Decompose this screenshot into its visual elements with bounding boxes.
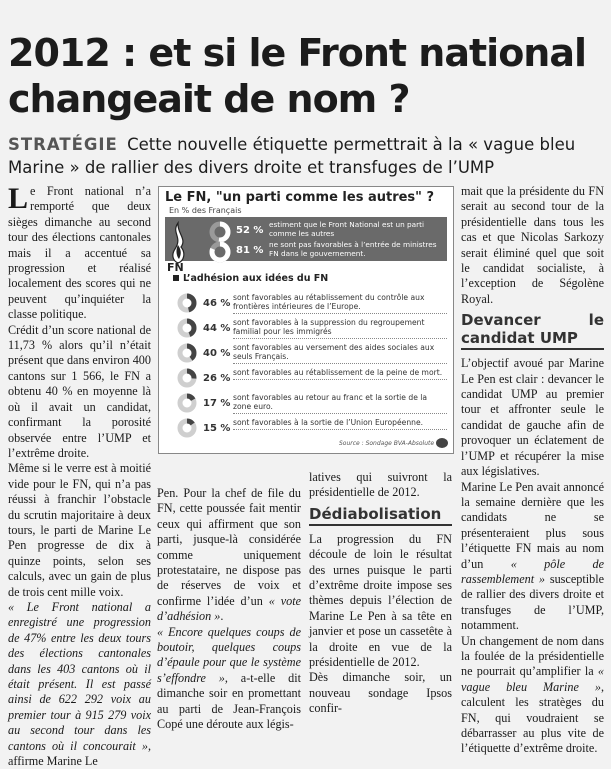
subhead bbox=[8, 133, 608, 179]
adhesion-pct: 44 % bbox=[203, 323, 231, 334]
top-stat-row bbox=[209, 220, 445, 242]
paragraph-9: Dès dimanche soir, un nouveau sondage Ipsos confir- bbox=[309, 670, 452, 716]
adhesion-row bbox=[177, 393, 447, 417]
paragraph-6: « Encore quelques coups de boutoir, quelques coups d’épaule pour que le système s’effondre », a-t-elle dit dimanche soir en promettant au parti de Jean-François Copé une déroute aux légis- bbox=[157, 624, 301, 732]
adhesion-pct: 15 % bbox=[203, 423, 231, 434]
article-column-1 bbox=[8, 184, 151, 769]
paragraph-12: Marine Le Pen avait annoncé la semaine dernière que les candidats ne se présenteraient plus sous l’étiquette FN mais au nom d’un « pôle de rassemblement » susceptible de rallier des divers droite et transfuges de l’UMP, notamment. bbox=[461, 479, 604, 633]
top-stat-row bbox=[209, 240, 445, 262]
paragraph-10: mait que la présidente du FN serait au second tour de la présidentielle dans tous les cas et que Nicolas Sarkozy serait éliminé quel que soit le candidat socialiste, à l’exception de Ségolène Royal. bbox=[461, 184, 604, 306]
paragraph-1: Le Front national n’a remporté que deux sièges dimanche au second tour des élections cantonales mais il a accentué sa progression et réalisé localement des scores qui ne peuvent qu’inquiéter la classe politique. bbox=[8, 182, 151, 322]
top-stat-pct: 81 % bbox=[236, 245, 264, 256]
infographic-source: Source : Sondage BVA-Absolute bbox=[339, 440, 435, 447]
section-title-devancer: Devancer le candidat UMP bbox=[461, 311, 604, 350]
square-bullet-icon bbox=[173, 275, 179, 281]
headline-line2: changeait de nom ? bbox=[8, 77, 410, 121]
article-column-3 bbox=[309, 470, 452, 717]
donut-chart-icon bbox=[177, 393, 197, 413]
drop-cap: L bbox=[8, 182, 29, 215]
headline bbox=[8, 30, 608, 122]
paragraph-7: latives qui suivront la présidentielle de 2012. bbox=[309, 470, 452, 500]
paragraph-4: « Le Front national a enregistré une progression de 47% entre les deux tours des élections cantonales dans les 403 cantons où il était présent. Il est passé ainsi de 622 292 voix au premier tour à 915 279 voix au second tour dans les cantons où il concourait », affirme Marine Le bbox=[8, 599, 151, 769]
donut-chart-icon bbox=[177, 368, 197, 388]
infographic-subtitle: En % des Français bbox=[169, 206, 242, 215]
paragraph-11: L’objectif avoué par Marine Le Pen est clair : devancer le candidat UMP au premier tour et affronter seule le candidat de gauche afin de provoquer un éclatement de l’UMP et récupérer la mise aux législatives. bbox=[461, 356, 604, 479]
fn-logo-text: FN bbox=[167, 261, 184, 274]
adhesion-text: sont favorables au rétablissement de la peine de mort. bbox=[233, 368, 447, 380]
adhesion-row bbox=[177, 343, 447, 367]
adhesion-pct: 17 % bbox=[203, 398, 231, 409]
paragraph-5: Pen. Pour la chef de file du FN, cette poussée fait mentir ceux qui affirment que son parti, jusque-là considérée comme uniquement protestataire, ne dispose pas de réserves de voix et confirme l’idée d’un « vote d’adhésion ». bbox=[157, 486, 301, 624]
adhesion-text: sont favorables au rétablissement du contrôle aux frontières intérieures de l’Europe. bbox=[233, 293, 447, 314]
donut-chart-icon bbox=[177, 318, 197, 338]
donut-chart-icon bbox=[177, 418, 197, 438]
headline-line1: 2012 : et si le Front national bbox=[8, 31, 587, 75]
adhesion-text: sont favorables au retour au franc et la sortie de la zone euro. bbox=[233, 393, 447, 414]
donut-chart-icon bbox=[177, 293, 197, 313]
adhesion-text: sont favorables au versement des aides sociales aux seuls Français. bbox=[233, 343, 447, 364]
adhesion-row bbox=[177, 293, 447, 317]
top-stat-text: ne sont pas favorables à l’entrée de ministres FN dans le gouvernement. bbox=[269, 240, 437, 258]
subhead-kicker: STRATÉGIE bbox=[8, 135, 118, 154]
top-stat-pct: 52 % bbox=[236, 225, 264, 236]
adhesion-pct: 26 % bbox=[203, 373, 231, 384]
paragraph-3: Même si le verre est à moitié vide pour le FN, qui n’a pas réussi à franchir l’obstacle du scrutin majoritaire à deux tours, le parti de Marine Le Pen progresse de dix à quinze points, selon ses calculs, avec un gain de plus de trois cent mille voix. bbox=[8, 461, 151, 599]
subhead-text: Cette nouvelle étiquette permettrait à la « vague bleu Marine » de rallier des divers droite et transfuges de l’UMP bbox=[8, 135, 576, 177]
adhesion-row bbox=[177, 418, 447, 442]
infographic-title: Le FN, "un parti comme les autres" ? bbox=[165, 190, 435, 205]
adhesion-row bbox=[177, 368, 447, 392]
donut-chart-icon bbox=[209, 241, 231, 263]
section-title-dediabolisation: Dédiabolisation bbox=[309, 505, 452, 526]
adhesion-title: L’adhésion aux idées du FN bbox=[173, 273, 328, 284]
adhesion-row bbox=[177, 318, 447, 342]
article-column-4 bbox=[461, 184, 604, 757]
adhesion-pct: 46 % bbox=[203, 298, 231, 309]
newspaper-logo-icon bbox=[436, 438, 448, 448]
adhesion-text: sont favorables à la sortie de l’Union Européenne. bbox=[233, 418, 447, 430]
adhesion-pct: 40 % bbox=[203, 348, 231, 359]
adhesion-text: sont favorables à la suppression du regroupement familial pour les immigrés bbox=[233, 318, 447, 339]
top-stat-text: estiment que le Front National est un parti comme les autres bbox=[269, 220, 425, 238]
donut-chart-icon bbox=[177, 343, 197, 363]
paragraph-13: Un changement de nom dans la foulée de la présidentielle ne pourrait qu’amplifier la « vague bleu Marine », calculent les stratèges du FN, qui voudraient se débarrasser au plus vite de l’étiquette d’extrême droite. bbox=[461, 633, 604, 756]
paragraph-8: La progression du FN découle de loin le résultat des urnes puisque le parti d’extrême droite impose ses thèmes depuis l’élection de Marine Le Pen à sa tête en janvier et pose un cassetête à la droite en vue de la présidentielle de 2012. bbox=[309, 531, 452, 670]
paragraph-2: Crédit d’un score national de 11,73 % alors qu’il n’était présent que dans environ 400 cantons sur 1 566, le FN a obtenu 40 % en moyenne là où il avait un candidat, confirmant la porosité observée entre l’UMP et l’extrême droite. bbox=[8, 322, 151, 460]
article-column-2 bbox=[157, 486, 301, 733]
infographic-box bbox=[158, 186, 454, 454]
